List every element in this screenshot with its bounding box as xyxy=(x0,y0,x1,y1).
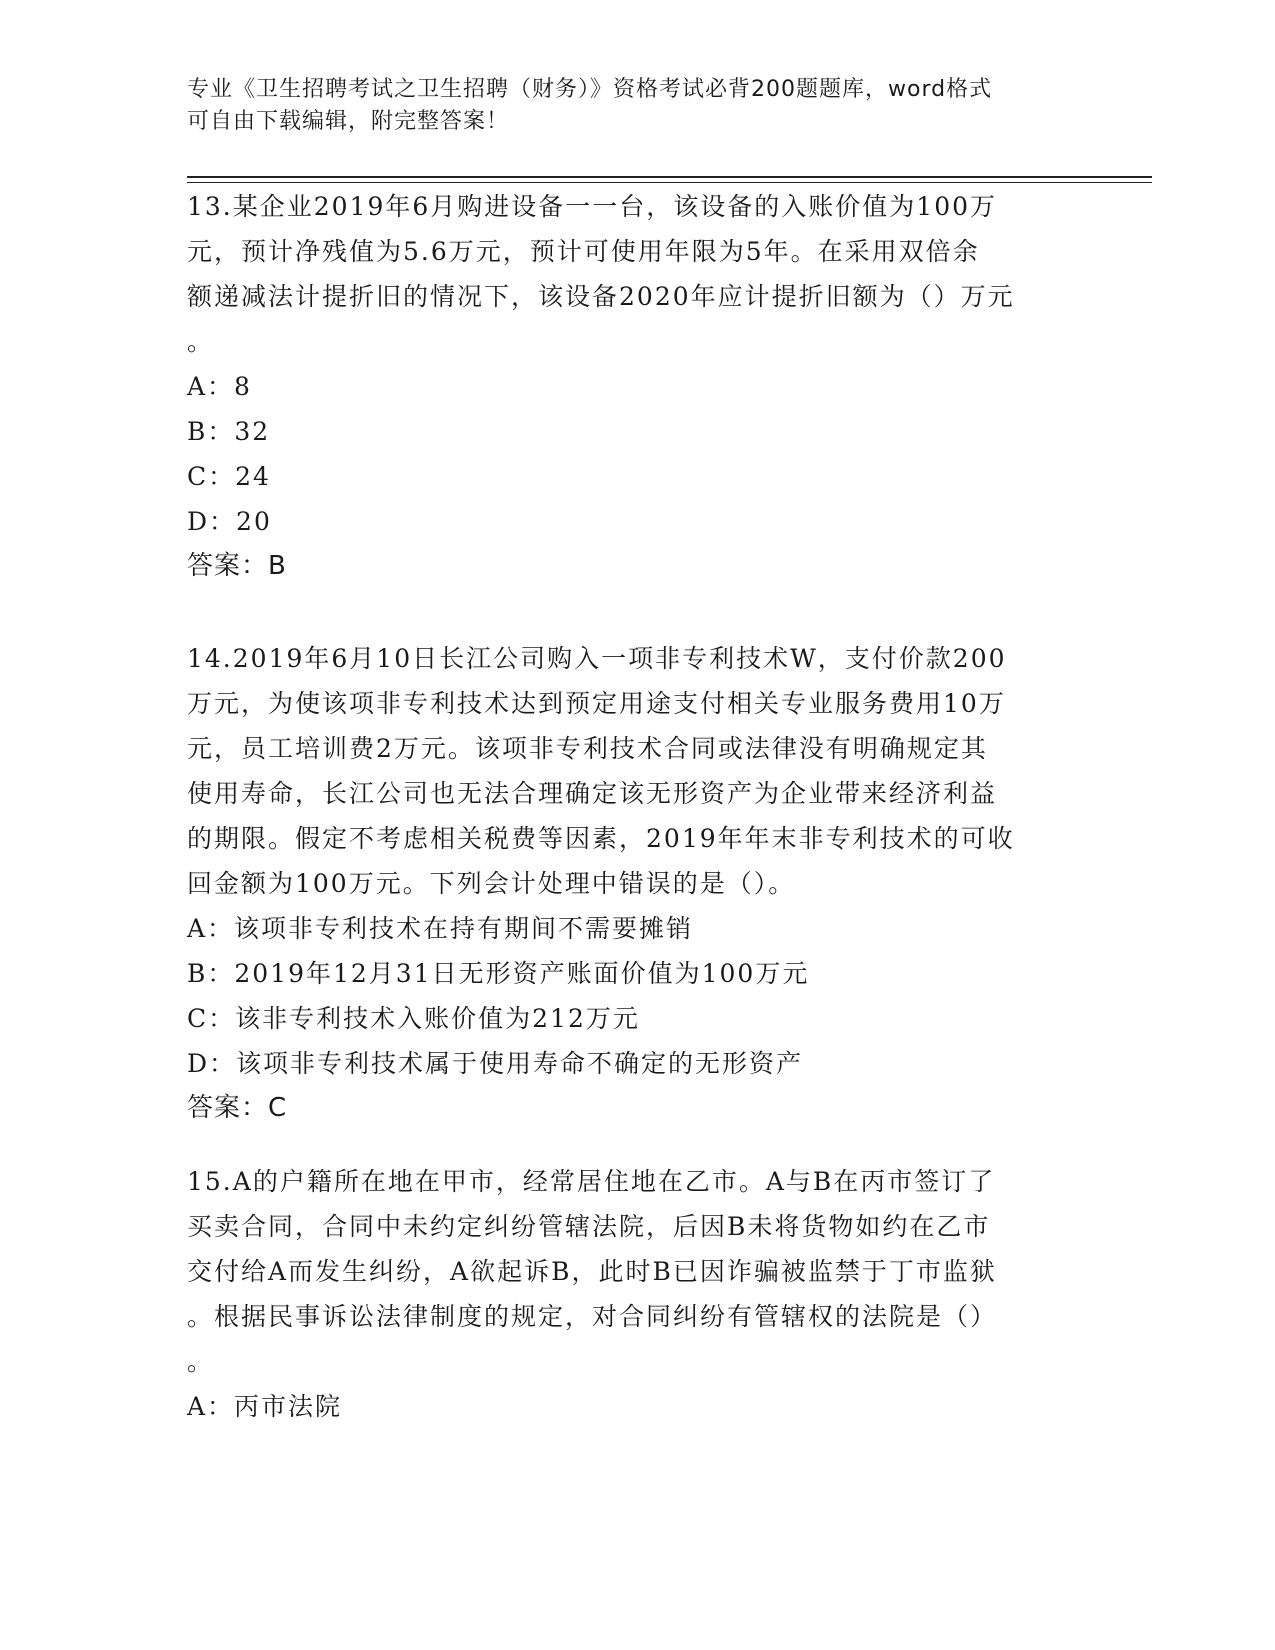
stem-line: 13.某企业2019年6月购进设备一一台，该设备的入账价值为100万 xyxy=(187,192,998,221)
document-header xyxy=(187,74,1067,138)
answer: 答案：B xyxy=(187,551,287,581)
stem-line: 买卖合同，合同中未约定纠纷管辖法院，后因B未将货物如约在乙市 xyxy=(187,1212,991,1241)
stem-line: 元，员工培训费2万元。该项非专利技术合同或法律没有明确规定其 xyxy=(187,734,988,763)
option-c: C：该非专利技术入账价值为212万元 xyxy=(187,1004,640,1033)
stem-line: 万元，为使该项非专利技术达到预定用途支付相关专业服务费用10万 xyxy=(187,689,1006,718)
stem-line: 额递减法计提折旧的情况下，该设备2020年应计提折旧额为（）万元 xyxy=(187,282,1015,311)
option-a: A：该项非专利技术在持有期间不需要摊销 xyxy=(187,914,694,943)
header-line-1: 专业《卫生招聘考试之卫生招聘（财务）》资格考试必背200题题库，word格式 xyxy=(187,77,993,102)
stem-line: 。根据民事诉讼法律制度的规定，对合同纠纷有管辖权的法院是（） xyxy=(187,1302,998,1331)
question-stem xyxy=(187,184,1087,364)
question-15 xyxy=(187,1159,1087,1429)
stem-line: 14.2019年6月10日长江公司购入一项非专利技术W，支付价款200 xyxy=(187,644,1007,673)
option-a: A：8 xyxy=(187,372,252,401)
option-b: B：2019年12月31日无形资产账面价值为100万元 xyxy=(187,959,810,988)
header-divider-thin xyxy=(187,182,1152,183)
stem-line: 回金额为100万元。下列会计处理中错误的是（）。 xyxy=(187,869,796,898)
stem-line: 交付给A而发生纠纷，A欲起诉B，此时B已因诈骗被监禁于丁市监狱 xyxy=(187,1257,997,1286)
header-divider-thick xyxy=(187,176,1152,178)
option-c: C：24 xyxy=(187,462,271,491)
stem-line: 。 xyxy=(187,327,215,356)
option-d: D：该项非专利技术属于使用寿命不确定的无形资产 xyxy=(187,1049,804,1078)
option-b: B：32 xyxy=(187,417,271,446)
stem-line: 15.A的户籍所在地在甲市，经常居住地在乙市。A与B在丙市签订了 xyxy=(187,1167,996,1196)
question-13 xyxy=(187,184,1087,589)
stem-line: 。 xyxy=(187,1347,215,1376)
stem-line: 使用寿命，长江公司也无法合理确定该无形资产为企业带来经济利益 xyxy=(187,779,998,808)
option-a: A：丙市法院 xyxy=(187,1392,343,1421)
question-stem xyxy=(187,636,1087,906)
answer: 答案：C xyxy=(187,1093,288,1123)
question-stem xyxy=(187,1159,1087,1384)
stem-line: 的期限。假定不考虑相关税费等因素，2019年年末非专利技术的可收 xyxy=(187,824,1015,853)
stem-line: 元，预计净残值为5.6万元，预计可使用年限为5年。在采用双倍余 xyxy=(187,237,980,266)
header-line-2: 可自由下载编辑，附完整答案！ xyxy=(187,109,510,134)
question-14 xyxy=(187,636,1087,1131)
option-d: D：20 xyxy=(187,507,272,536)
